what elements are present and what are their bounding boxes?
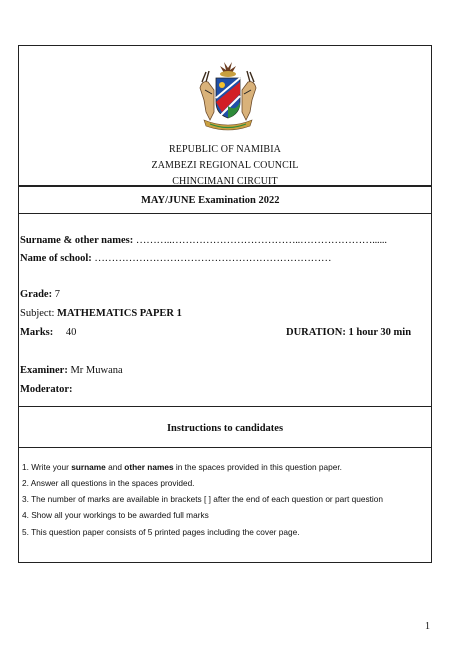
page-number: 1 — [425, 621, 430, 632]
duration-row — [286, 327, 411, 338]
subject-value: MATHEMATICS PAPER 1 — [57, 308, 182, 319]
instruction-1-bold-other-names: other names — [124, 462, 174, 472]
examiner-row — [20, 365, 123, 376]
instruction-1-text-a: 1. Write your — [22, 462, 72, 472]
header-divider — [19, 185, 431, 187]
duration-label: DURATION: — [286, 327, 346, 338]
grade-label: Grade: — [20, 289, 53, 300]
coat-of-arms-icon — [192, 60, 264, 136]
subject-label: Subject: — [20, 308, 55, 319]
instruction-item-2: 2. Answer all questions in the spaces provided. — [22, 478, 195, 488]
grade-value: 7 — [54, 289, 60, 300]
surname-blank[interactable]: ………..………………………………..…………………...... — [135, 235, 387, 246]
school-field[interactable] — [20, 253, 331, 264]
cover-frame — [18, 45, 432, 563]
instruction-item-3: 3. The number of marks are available in brackets [ ] after the end of each question or part question — [22, 494, 383, 504]
instruction-item-4: 4. Show all your workings to be awarded full marks — [22, 510, 209, 520]
subject-row — [20, 308, 182, 319]
marks-value: 40 — [65, 327, 77, 338]
exam-title: MAY/JUNE Examination 2022 — [141, 195, 280, 206]
instructions-title: Instructions to candidates — [166, 423, 284, 434]
marks-label: Marks: — [20, 327, 54, 338]
duration-value: 1 hour 30 min — [348, 327, 412, 338]
instruction-1-text-b: and — [105, 462, 125, 472]
examiner-value: Mr Muwana — [70, 365, 123, 376]
surname-field[interactable] — [20, 235, 387, 246]
title-divider — [19, 213, 431, 214]
surname-label: Surname & other names: — [20, 235, 134, 246]
school-blank[interactable]: …………………………………………………………… — [94, 253, 332, 264]
instructions-divider — [19, 406, 431, 407]
marks-row — [20, 327, 76, 338]
instruction-item-5: 5. This question paper consists of 5 printed pages including the cover page. — [22, 527, 300, 537]
instructions-title-divider — [19, 447, 431, 448]
circuit-heading: CHINCIMANI CIRCUIT — [172, 176, 278, 187]
school-label: Name of school: — [20, 253, 92, 264]
grade-row — [20, 289, 60, 300]
examiner-label: Examiner: — [20, 365, 68, 376]
council-heading: ZAMBEZI REGIONAL COUNCIL — [151, 160, 299, 171]
country-heading: REPUBLIC OF NAMIBIA — [169, 144, 281, 155]
instruction-1-text-c: in the spaces provided in this question paper. — [173, 462, 342, 472]
instruction-item-1 — [22, 462, 342, 472]
instruction-1-bold-surname: surname — [71, 462, 106, 472]
moderator-label: Moderator: — [20, 384, 73, 395]
